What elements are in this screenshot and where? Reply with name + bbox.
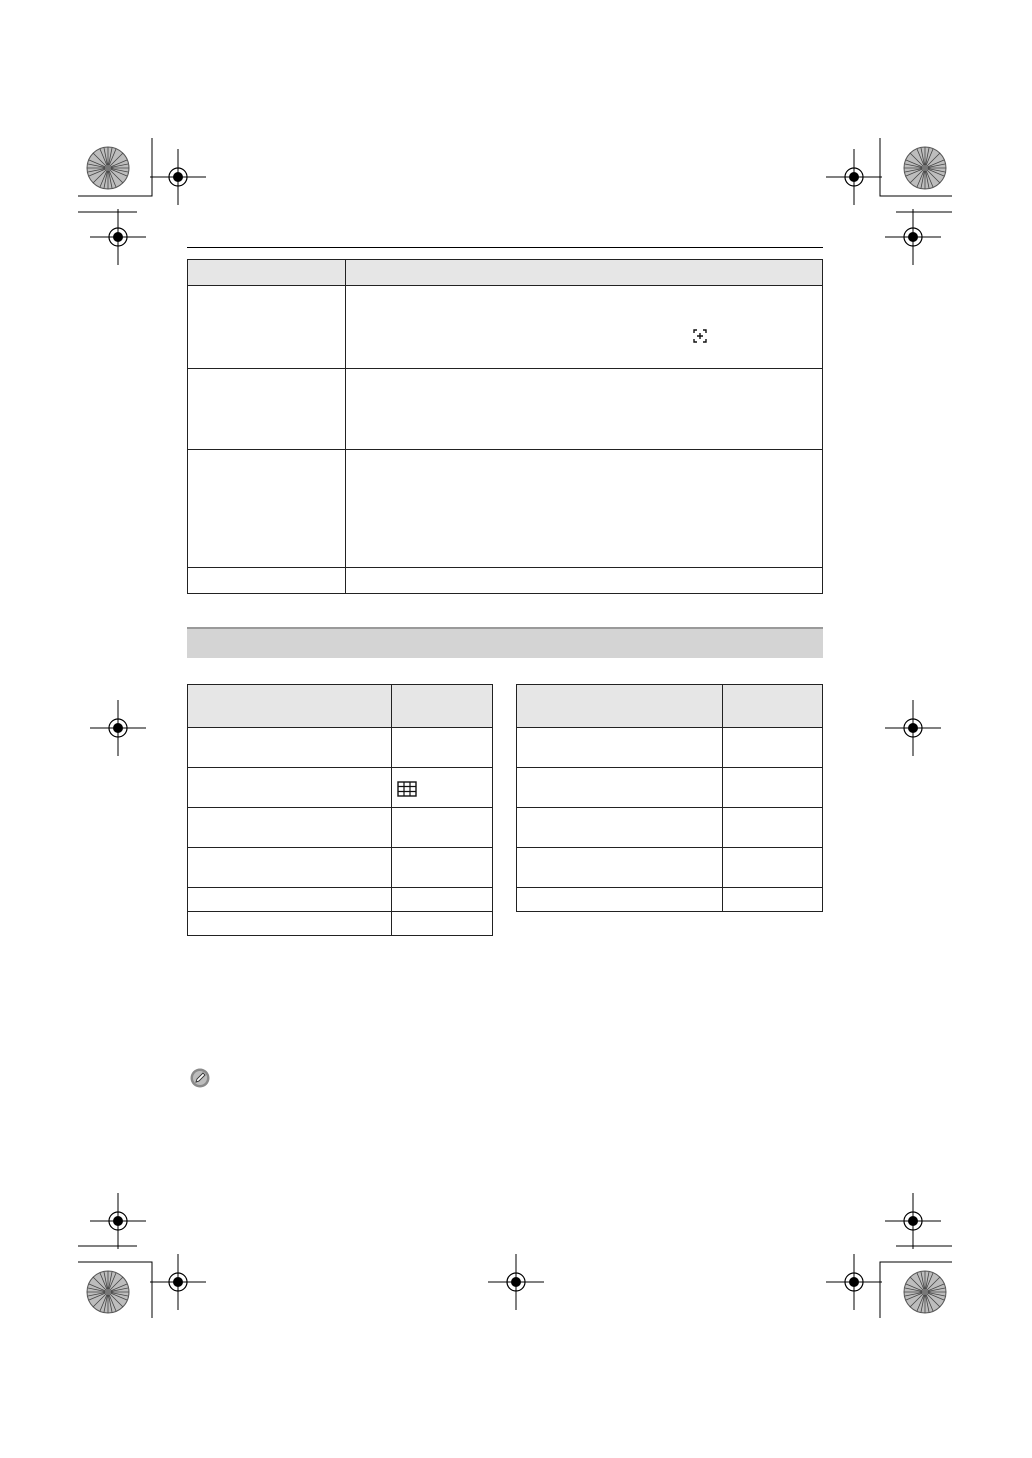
row-description xyxy=(346,286,823,369)
row-value xyxy=(723,888,823,912)
table-header-row xyxy=(188,260,823,286)
row-item xyxy=(188,808,392,848)
row-value xyxy=(392,848,493,888)
column-header xyxy=(517,685,723,728)
row-item xyxy=(188,848,392,888)
row-item xyxy=(517,768,723,808)
row-item xyxy=(517,888,723,912)
row-value xyxy=(392,912,493,936)
row-value xyxy=(723,808,823,848)
table-row xyxy=(188,888,493,912)
table-row xyxy=(188,728,493,768)
table-row xyxy=(517,848,823,888)
row-value xyxy=(723,848,823,888)
row-label xyxy=(188,568,346,594)
table-row xyxy=(517,728,823,768)
table-row xyxy=(188,848,493,888)
table-row xyxy=(188,808,493,848)
row-description xyxy=(346,369,823,450)
table-row xyxy=(188,768,493,808)
header-rule xyxy=(187,247,823,248)
table-row xyxy=(188,450,823,568)
column-header xyxy=(723,685,823,728)
row-description xyxy=(346,450,823,568)
row-item xyxy=(188,888,392,912)
row-value xyxy=(392,768,493,808)
row-item xyxy=(517,728,723,768)
table-row xyxy=(188,369,823,450)
row-value xyxy=(392,808,493,848)
column-header xyxy=(188,260,346,286)
table-header-row xyxy=(517,685,823,728)
row-item xyxy=(188,912,392,936)
table-row xyxy=(517,768,823,808)
column-header xyxy=(346,260,823,286)
table-row xyxy=(517,888,823,912)
row-item xyxy=(517,808,723,848)
row-value xyxy=(723,768,823,808)
column-header xyxy=(188,685,392,728)
table-header-row xyxy=(188,685,493,728)
table-row xyxy=(188,912,493,936)
row-item xyxy=(517,848,723,888)
row-value xyxy=(723,728,823,768)
column-header xyxy=(392,685,493,728)
row-label xyxy=(188,286,346,369)
row-label xyxy=(188,369,346,450)
table-row xyxy=(517,808,823,848)
row-value xyxy=(392,888,493,912)
settings-table xyxy=(187,259,823,594)
row-value xyxy=(392,728,493,768)
row-description xyxy=(346,568,823,594)
table-row xyxy=(188,568,823,594)
table-row xyxy=(188,286,823,369)
row-item xyxy=(188,768,392,808)
section-heading xyxy=(187,627,823,658)
left-settings-table xyxy=(187,684,493,936)
af-tracking-icon xyxy=(693,329,707,343)
pencil-note-icon xyxy=(190,1068,210,1088)
right-settings-table xyxy=(516,684,823,912)
row-label xyxy=(188,450,346,568)
row-item xyxy=(188,728,392,768)
grid-icon xyxy=(397,781,417,797)
